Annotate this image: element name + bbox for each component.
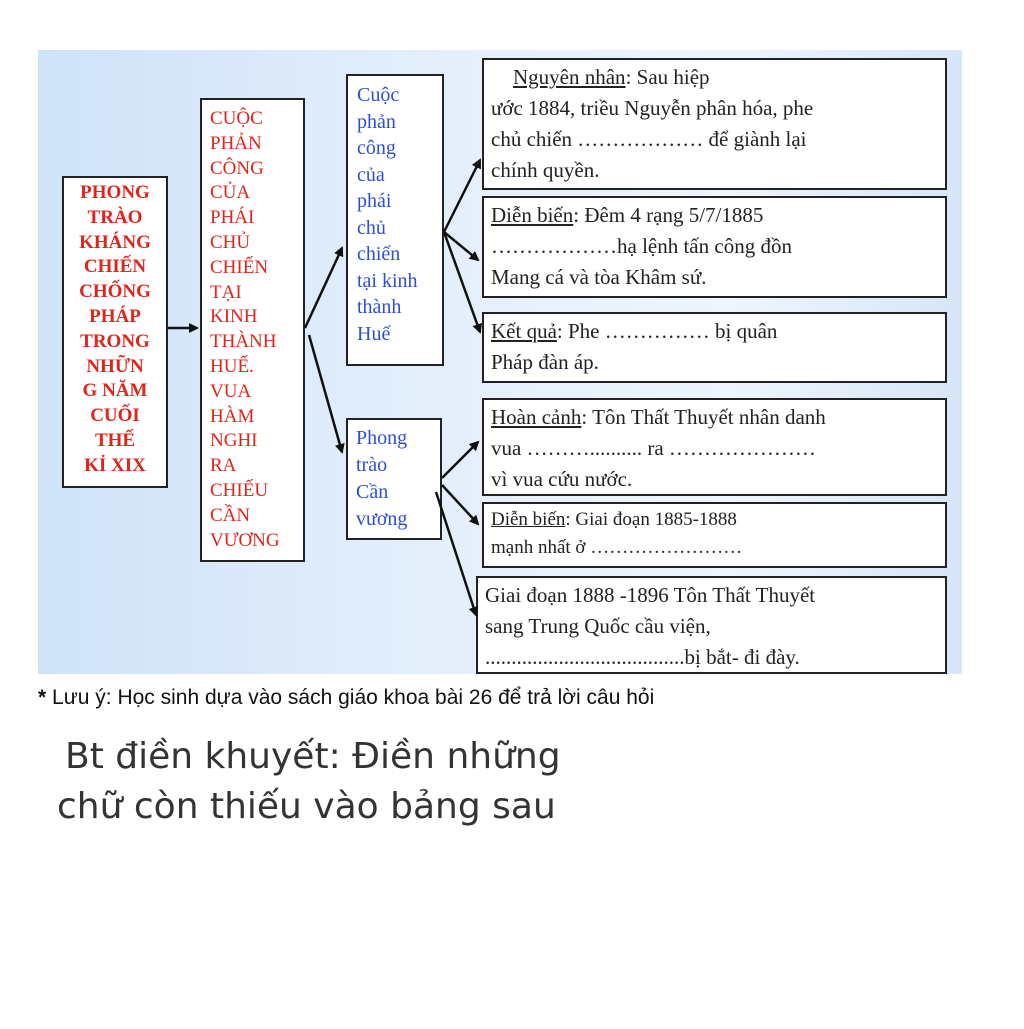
note-star: * [38, 686, 47, 709]
root-line: G NĂM [82, 380, 148, 402]
event-line: VUA [210, 380, 252, 402]
task-line-1: Bt điền khuyết: Điền những [65, 736, 561, 777]
event-line: KINH [210, 306, 258, 328]
root-line: THẾ [94, 429, 136, 451]
cause-label: Nguyên nhân [513, 65, 626, 89]
development-label: Diễn biến [491, 203, 574, 227]
context-line-3: vì vua cứu nước. [491, 467, 633, 491]
arrow-to-phase2 [436, 492, 476, 615]
event-line: CẦN [210, 504, 251, 526]
event-line: CHIẾU [210, 479, 269, 501]
arrow-event-to-can-vuong [309, 335, 342, 452]
cause-line-2: ước 1884, triều Nguyễn phân hóa, phe [491, 96, 814, 120]
branch-line: tại kinh [357, 269, 418, 292]
root-line: TRÀO [87, 206, 143, 228]
event-line: CÔNG [210, 157, 264, 179]
note-body: Lưu ý: Học sinh dựa vào sách giáo khoa bài 26 để trả lời câu hỏi [46, 686, 655, 709]
context-text: : Tôn Thất Thuyết nhân danh [581, 405, 826, 429]
cause-line-3: chủ chiến ……………… để giành lại [491, 127, 807, 151]
branch-line: trào [356, 454, 388, 476]
root-line: KHÁNG [79, 231, 151, 253]
event-line: CHIẾN [210, 256, 269, 278]
arrow-to-cause [444, 160, 480, 232]
event-line: TẠI [210, 281, 242, 303]
event-line: CUỘC [210, 108, 263, 129]
task-heading [57, 732, 657, 832]
arrow-event-to-counterattack [305, 248, 342, 328]
event-line: HÀM [210, 405, 255, 427]
event-line: VƯƠNG [210, 529, 280, 551]
branch-line: vương [356, 508, 408, 530]
branch-line: chủ [357, 216, 386, 239]
branch-line: phản [357, 110, 396, 133]
branch-line: thành [357, 296, 402, 318]
note-text [38, 686, 654, 710]
event-line: PHẢN [210, 132, 262, 154]
root-line: PHÁP [89, 305, 141, 327]
development-text: : Đêm 4 rạng 5/7/1885 [573, 203, 764, 227]
root-line: CHIẾN [83, 256, 147, 278]
event-line: THÀNH [210, 331, 277, 353]
branch-line: công [357, 137, 396, 159]
development-line-3: Mang cá và tòa Khâm sứ. [491, 265, 707, 289]
branch-line: của [357, 163, 385, 186]
phase1-label: Diễn biến [491, 509, 566, 530]
context-line-2: vua ……….......... ra ………………… [491, 436, 816, 460]
arrow-to-phase1 [442, 485, 478, 524]
cause-line-4: chính quyền. [491, 158, 600, 182]
branch-line: Huế [357, 322, 391, 345]
phase1-line-2: mạnh nhất ở …………………… [491, 537, 743, 558]
event-line: PHÁI [210, 207, 255, 229]
branch-line: chiến [357, 243, 401, 265]
event-line: NGHI [210, 430, 258, 452]
branch-line: Cần [356, 481, 389, 503]
root-line: CUỐI [90, 405, 140, 427]
result-text: : Phe …………… bị quân [556, 319, 778, 343]
event-line: CỦA [210, 182, 251, 204]
phase2-line-3: ......................................bị bắt- đi đày. [485, 645, 800, 669]
root-line: TRONG [80, 330, 150, 352]
root-line: CHỐNG [79, 281, 151, 303]
event-line: CHỦ [210, 231, 251, 253]
branch-line: Cuộc [357, 84, 400, 106]
branch-line: phái [357, 190, 392, 212]
root-line: NHỮN [86, 355, 144, 377]
arrow-to-context [442, 442, 478, 478]
root-line: PHONG [80, 182, 150, 203]
phase2-line-2: sang Trung Quốc cầu viện, [485, 614, 711, 638]
event-line: RA [210, 455, 237, 477]
cause-text: : Sau hiệp [625, 65, 710, 89]
phase2-line-1: Giai đoạn 1888 -1896 Tôn Thất Thuyết [485, 583, 816, 607]
root-line: KỈ XIX [84, 454, 146, 476]
result-line-2: Pháp đàn áp. [491, 350, 599, 374]
result-label: Kết quả [491, 319, 557, 343]
branch-line: Phong [356, 427, 408, 449]
development-line-2: ………………hạ lệnh tấn công đồn [491, 234, 792, 258]
task-line-2: chữ còn thiếu vào bảng sau [57, 786, 556, 827]
event-line: HUẾ. [210, 355, 254, 377]
phase1-text: : Giai đoạn 1885-1888 [565, 509, 737, 530]
context-label: Hoàn cảnh [491, 405, 582, 429]
